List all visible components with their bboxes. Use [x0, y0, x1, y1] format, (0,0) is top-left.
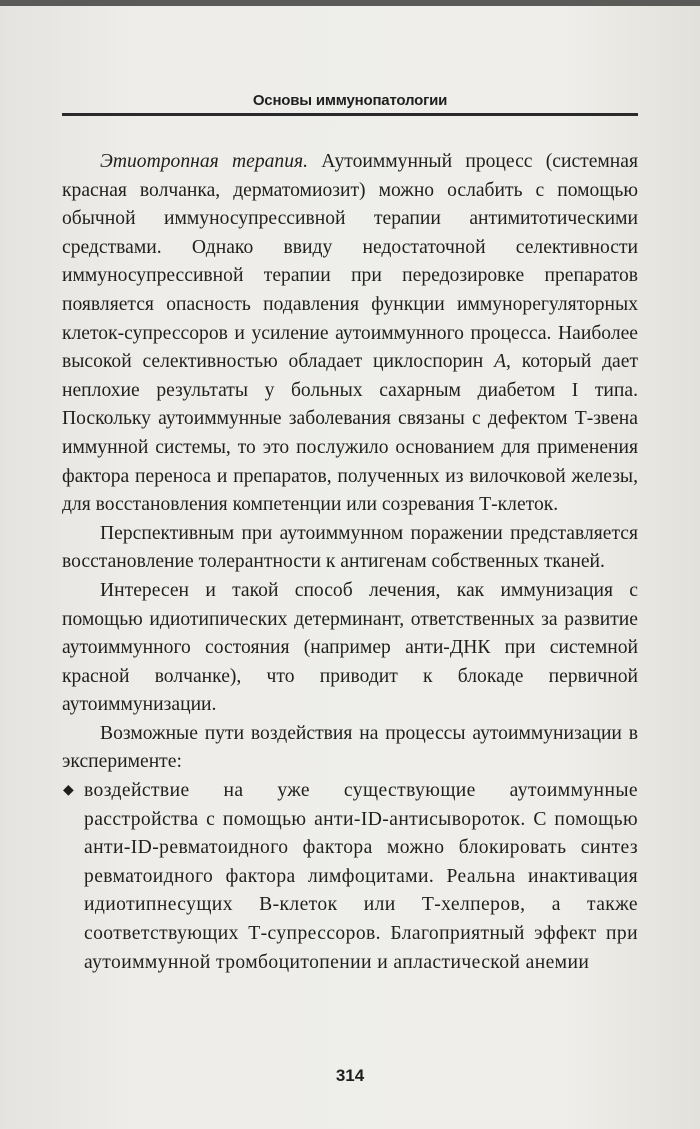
bullet-list: [62, 777, 638, 977]
page-number: 314: [335, 1066, 365, 1085]
list-item: [63, 777, 638, 977]
running-head: [62, 92, 638, 118]
paragraph-text-end: , который дает неплохие результаты у больных сахарным диабетом I типа. Поскольку аутоиммунные заболевания связаны с дефектом Т-звена иммунной системы, то это послужило основанием для применения фактора переноса и препаратов, полученных из вилочковой железы, для восстановления компетенции или созревания Т-клеток.: [62, 351, 639, 516]
list-item-text: воздействие на уже существующие аутоиммунные расстройства с помощью анти-ID-антисывороток. С помощью анти-ID-ревматоидного фактора можно блокировать синтез ревматоидного фактора лимфоцитами. Реальна инактивация идиотипнесущих В-клеток или Т-хелперов, а также соответствующих Т-супрессоров. Благоприятный эффект при аутоиммунной тромбоцитопении и апластической анемии: [84, 780, 638, 973]
paragraph-etiotropic-therapy: [62, 148, 638, 520]
page-top-edge: [0, 0, 700, 6]
header-rule: [62, 113, 638, 116]
paragraph-tolerance: Перспективным при аутоиммунном поражении представляется восстановление толерантности к антигенам собственных тканей.: [62, 522, 638, 573]
paragraph-possible-ways: Возможные пути воздействия на процессы аутоиммунизации в эксперименте:: [62, 722, 638, 773]
paragraph-text: Аутоиммунный процесс (системная красная волчанка, дерматомиозит) можно ослабить с помощью обычной иммуносупрессивной терапии антимитотическими средствами. Однако ввиду недостаточной селективности иммуносупрессивной терапии при передозировке препаратов появляется опасность подавления функции иммунорегуляторных клеток-супрессоров и усиление аутоиммунного процесса. Наиболее высокой селективностью обладает циклоспорин: [62, 151, 638, 373]
cyclosporin-a-italic: А: [494, 351, 507, 373]
paragraph-idiotypic-immunization: Интересен и такой способ лечения, как иммунизация с помощью идиотипических детерминант, ответственных за развитие аутоиммунного состояния (например анти-ДНК при системной красной волчанке), что приводит к блокаде первичной аутоиммунизации.: [62, 579, 638, 716]
running-title: Основы иммунопатологии: [252, 92, 448, 109]
diamond-bullet-icon: ◆: [63, 783, 75, 799]
paragraph-lead-italic: Этиотропная терапия.: [100, 151, 309, 172]
body-text: [62, 148, 638, 977]
